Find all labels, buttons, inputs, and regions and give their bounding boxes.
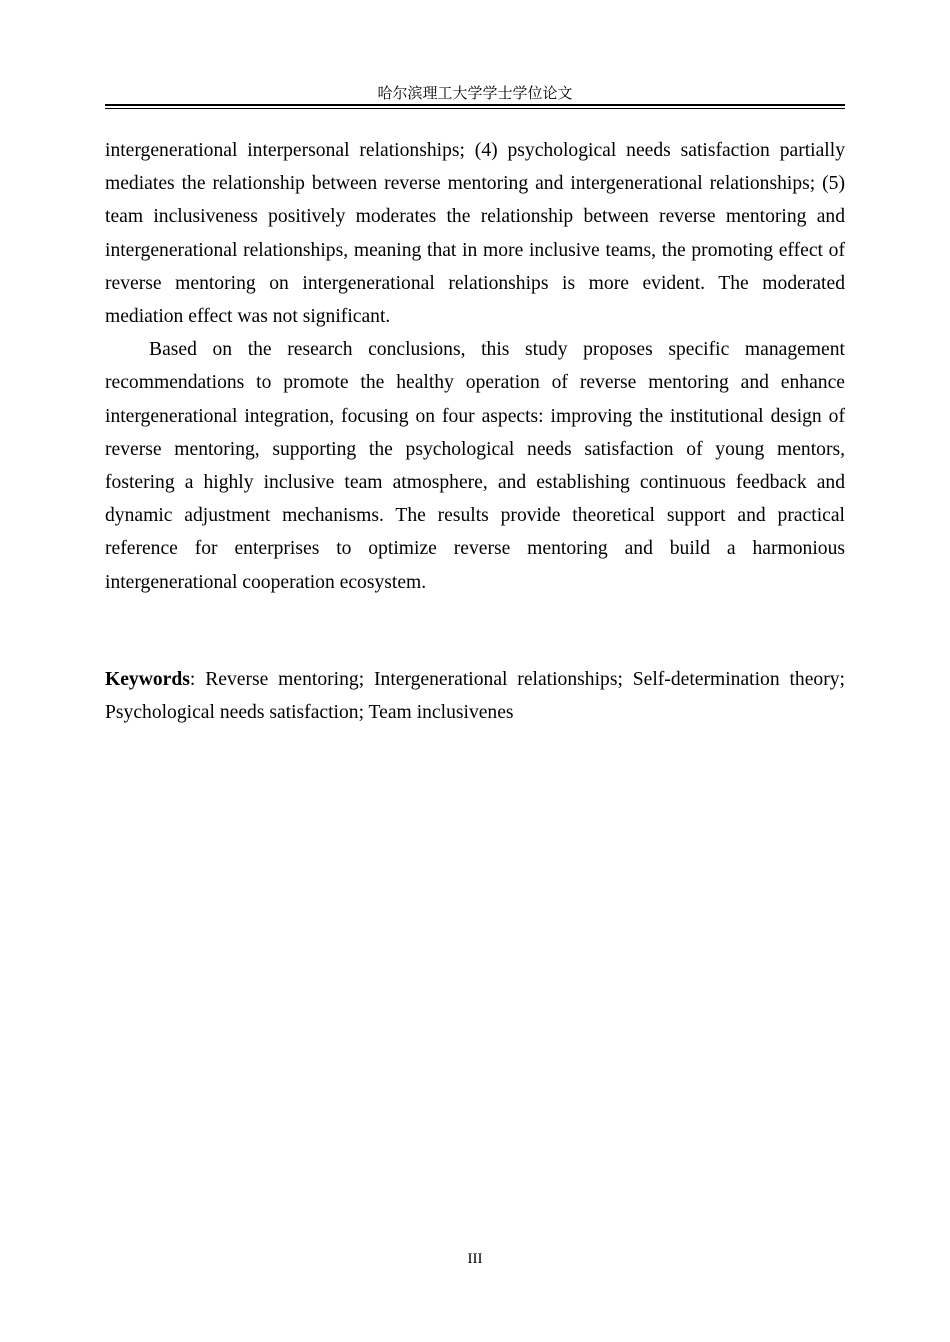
keywords-separator: :	[189, 669, 206, 690]
paragraph-continuation: intergenerational interpersonal relationships; (4) psychological needs satisfaction partially mediates the relationship between reverse mentoring and intergenerational relationships; (5) team inclusiveness positively moderates the relationship between reverse mentoring and intergenerational relationships, meaning that in more inclusive teams, the promoting effect of reverse mentoring on intergenerational relationships is more evident. The moderated mediation effect was not significant.	[105, 140, 845, 328]
running-header: 哈尔滨理工大学学士学位论文	[377, 84, 573, 102]
keywords-text: Reverse mentoring; Intergenerational relationships; Self-determination theory; Psychological needs satisfaction; Team inclusivenes	[105, 669, 845, 724]
paragraph-recommendations: Based on the research conclusions, this study proposes specific management recommendations to promote the healthy operation of reverse mentoring and enhance intergenerational integration, focusing on four aspects: improving the institutional design of reverse mentoring, supporting the psychological needs satisfaction of young mentors, fostering a highly inclusive team atmosphere, and establishing continuous feedback and dynamic adjustment mechanisms. The results provide theoretical support and practical reference for enterprises to optimize reverse mentoring and build a harmonious intergenerational cooperation ecosystem.	[105, 339, 845, 593]
page-number: III	[467, 1251, 483, 1267]
keywords-line	[105, 663, 845, 729]
keywords-label: Keywords	[105, 669, 190, 690]
abstract-body	[105, 134, 845, 599]
header-rule-thin	[105, 108, 845, 109]
header-rule-thick	[105, 104, 845, 106]
